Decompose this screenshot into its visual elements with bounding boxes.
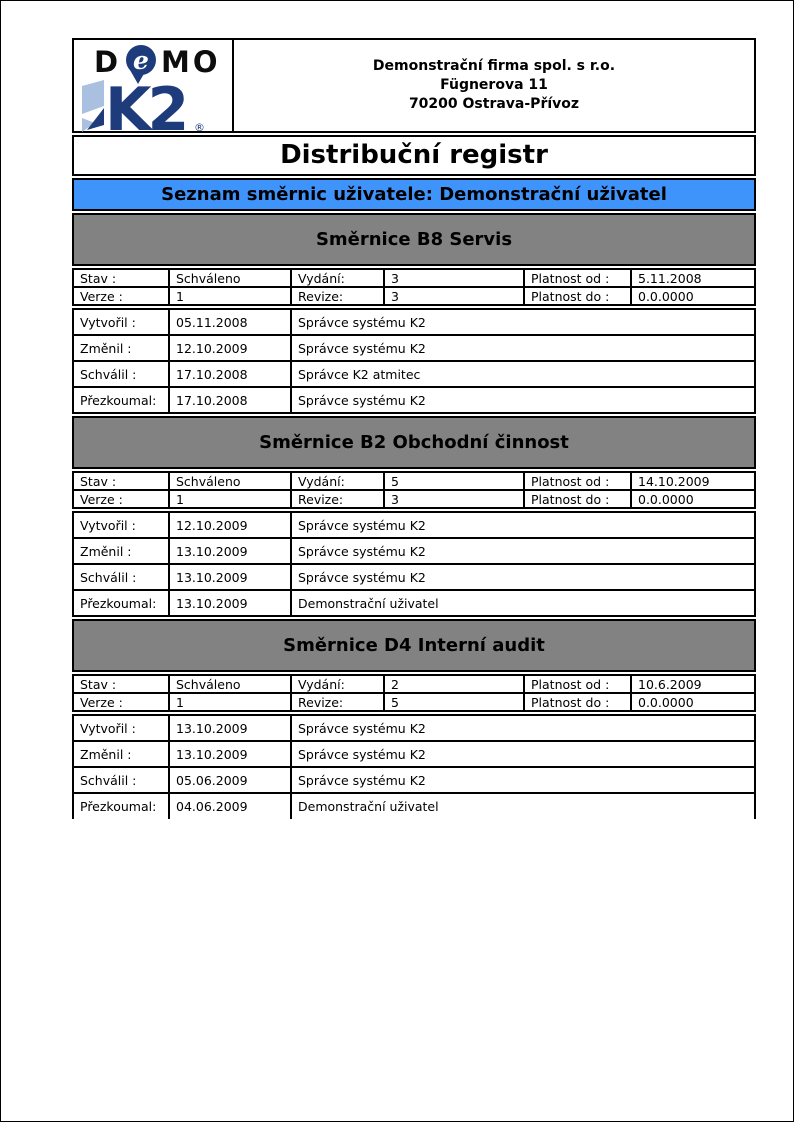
logo-letter-e: e	[133, 45, 149, 75]
person-row	[73, 335, 755, 361]
stat-label: Platnost od :	[524, 269, 631, 287]
stat-label: Platnost do :	[524, 287, 631, 305]
section-header: Směrnice B2 Obchodní činnost	[72, 416, 756, 469]
person-role-label: Přezkoumal:	[73, 590, 169, 616]
stats-row	[73, 675, 755, 693]
stat-value: 14.10.2009	[631, 472, 755, 490]
logo-letters-mo: MO	[161, 44, 221, 79]
person-date: 04.06.2009	[169, 793, 291, 819]
logo-letter-d: D	[94, 44, 119, 79]
stat-label: Platnost od :	[524, 675, 631, 693]
person-name: Správce K2 atmitec	[291, 361, 755, 387]
person-name: Správce systému K2	[291, 767, 755, 793]
stat-value: 1	[169, 287, 291, 305]
person-row	[73, 793, 755, 819]
logo-flag-arrow	[87, 108, 104, 130]
persons-table	[72, 511, 756, 617]
person-date: 17.10.2008	[169, 387, 291, 413]
company-city: 70200 Ostrava-Přívoz	[408, 96, 580, 112]
report-header	[72, 38, 756, 133]
stat-label: Revize:	[291, 693, 384, 711]
report-title: Distribuční registr	[72, 135, 756, 176]
person-name: Správce systému K2	[291, 538, 755, 564]
person-date: 05.11.2008	[169, 309, 291, 335]
stat-value: Schváleno	[169, 269, 291, 287]
stat-value: 1	[169, 693, 291, 711]
person-role-label: Schválil :	[73, 767, 169, 793]
section-smernice-d4	[72, 619, 756, 819]
stat-value: 10.6.2009	[631, 675, 755, 693]
stat-label: Revize:	[291, 490, 384, 508]
stats-row	[73, 472, 755, 490]
stat-value: 0.0.0000	[631, 490, 755, 508]
person-role-label: Schválil :	[73, 361, 169, 387]
person-role-label: Přezkoumal:	[73, 793, 169, 819]
person-name: Správce systému K2	[291, 309, 755, 335]
person-role-label: Schválil :	[73, 564, 169, 590]
logo-cell	[74, 40, 234, 131]
person-role-label: Změnil :	[73, 335, 169, 361]
stat-label: Vydání:	[291, 675, 384, 693]
person-date: 17.10.2008	[169, 361, 291, 387]
stats-table	[72, 268, 756, 306]
stats-row	[73, 693, 755, 711]
person-role-label: Vytvořil :	[73, 512, 169, 538]
stats-table	[72, 471, 756, 509]
person-date: 13.10.2009	[169, 564, 291, 590]
stats-row	[73, 287, 755, 305]
company-street: Fügnerova 11	[440, 77, 548, 93]
person-name: Správce systému K2	[291, 564, 755, 590]
person-date: 13.10.2009	[169, 590, 291, 616]
person-row	[73, 309, 755, 335]
person-role-label: Změnil :	[73, 741, 169, 767]
person-date: 13.10.2009	[169, 715, 291, 741]
person-row	[73, 741, 755, 767]
section-header: Směrnice B8 Servis	[72, 213, 756, 266]
stat-value: 5	[384, 472, 524, 490]
persons-table	[72, 714, 756, 819]
stat-label: Verze :	[73, 490, 169, 508]
logo-flag-bar	[82, 80, 104, 114]
logo-k2-text: K2	[105, 74, 186, 132]
stat-value: 3	[384, 490, 524, 508]
section-smernice-b8	[72, 213, 756, 414]
stat-label: Vydání:	[291, 269, 384, 287]
stat-value: 0.0.0000	[631, 693, 755, 711]
stats-table	[72, 674, 756, 712]
person-role-label: Vytvořil :	[73, 715, 169, 741]
stat-label: Stav :	[73, 269, 169, 287]
person-row	[73, 387, 755, 413]
person-name: Správce systému K2	[291, 387, 755, 413]
stat-value: 0.0.0000	[631, 287, 755, 305]
stat-value: 5	[384, 693, 524, 711]
stat-label: Verze :	[73, 287, 169, 305]
person-row	[73, 538, 755, 564]
person-name: Správce systému K2	[291, 715, 755, 741]
stat-value: 2	[384, 675, 524, 693]
person-row	[73, 512, 755, 538]
person-name: Správce systému K2	[291, 335, 755, 361]
person-row	[73, 767, 755, 793]
stat-value: 5.11.2008	[631, 269, 755, 287]
stat-label: Platnost do :	[524, 693, 631, 711]
person-row	[73, 590, 755, 616]
stat-value: 3	[384, 287, 524, 305]
person-name: Demonstrační uživatel	[291, 793, 755, 819]
stat-label: Platnost do :	[524, 490, 631, 508]
logo-registered-mark: ®	[194, 120, 205, 132]
person-role-label: Změnil :	[73, 538, 169, 564]
company-address	[234, 40, 754, 131]
person-row	[73, 361, 755, 387]
person-date: 12.10.2009	[169, 335, 291, 361]
stat-label: Stav :	[73, 472, 169, 490]
person-row	[73, 564, 755, 590]
stat-label: Stav :	[73, 675, 169, 693]
person-date: 13.10.2009	[169, 538, 291, 564]
stat-value: Schváleno	[169, 472, 291, 490]
stat-label: Verze :	[73, 693, 169, 711]
person-date: 05.06.2009	[169, 767, 291, 793]
section-smernice-b2	[72, 416, 756, 617]
section-header: Směrnice D4 Interní audit	[72, 619, 756, 672]
person-row	[73, 715, 755, 741]
stats-row	[73, 490, 755, 508]
company-name: Demonstrační firma spol. s r.o.	[372, 58, 616, 74]
stat-label: Revize:	[291, 287, 384, 305]
stat-value: 3	[384, 269, 524, 287]
stat-value: 1	[169, 490, 291, 508]
person-date: 13.10.2009	[169, 741, 291, 767]
stat-label: Vydání:	[291, 472, 384, 490]
report-subtitle: Seznam směrnic uživatele: Demonstrační uživatel	[72, 178, 756, 211]
person-date: 12.10.2009	[169, 512, 291, 538]
person-name: Správce systému K2	[291, 741, 755, 767]
person-name: Demonstrační uživatel	[291, 590, 755, 616]
report-content	[72, 38, 756, 819]
stat-value: Schváleno	[169, 675, 291, 693]
persons-table	[72, 308, 756, 414]
stat-label: Platnost od :	[524, 472, 631, 490]
k2-demo-logo-icon	[78, 40, 228, 132]
person-name: Správce systému K2	[291, 512, 755, 538]
person-role-label: Vytvořil :	[73, 309, 169, 335]
stats-row	[73, 269, 755, 287]
person-role-label: Přezkoumal:	[73, 387, 169, 413]
